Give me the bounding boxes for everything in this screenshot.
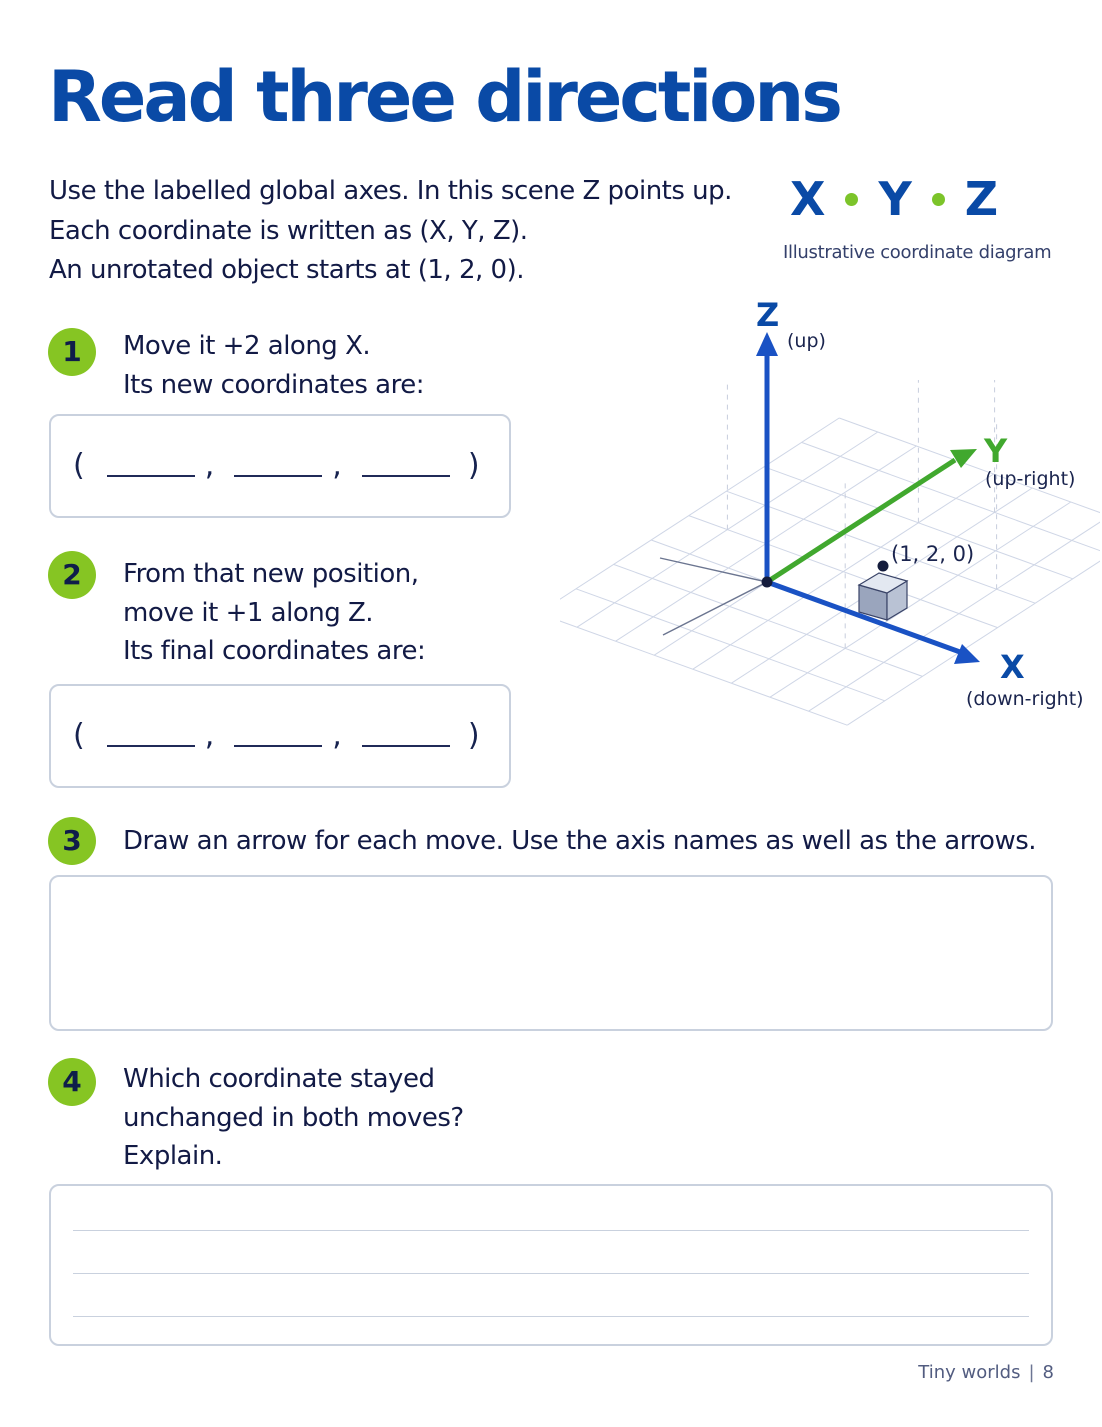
question-1-text	[123, 327, 424, 404]
close-paren: )	[467, 448, 480, 483]
comma: ,	[204, 448, 215, 483]
z-blank[interactable]	[362, 447, 450, 477]
question-number-badge: 4	[48, 1058, 96, 1106]
close-paren: )	[467, 718, 480, 753]
point-label: (1, 2, 0)	[891, 542, 975, 566]
question-3-text	[123, 822, 1036, 861]
question-line: Its new coordinates are:	[123, 369, 424, 400]
point-marker	[878, 561, 889, 572]
y-arrowhead	[950, 449, 977, 468]
x-blank[interactable]	[107, 447, 195, 477]
y-axis-direction: (up-right)	[985, 468, 1076, 490]
x-axis-direction: (down-right)	[966, 688, 1084, 710]
question-line: Move it +2 along X.	[123, 331, 371, 361]
legend-y: Y	[878, 172, 912, 226]
grid-line	[802, 442, 1100, 554]
z-axis-direction: (up)	[787, 330, 826, 352]
comma: ,	[332, 718, 342, 753]
comma: ,	[204, 718, 215, 753]
comma: ,	[332, 448, 342, 483]
dot-icon	[932, 193, 945, 206]
question-number-badge: 2	[48, 551, 96, 599]
intro-text	[49, 172, 732, 291]
x-blank[interactable]	[107, 717, 195, 747]
writing-line	[73, 1230, 1029, 1231]
z-axis-label: Z	[756, 296, 780, 334]
cube-object	[859, 573, 907, 620]
question-4-text	[123, 1060, 464, 1176]
coordinate-template	[73, 717, 487, 751]
writing-line	[73, 1316, 1029, 1317]
question-line: unchanged in both moves?	[123, 1102, 464, 1133]
grid-line	[560, 613, 847, 725]
intro-line: Use the labelled global axes. In this scene Z points up.	[49, 176, 732, 206]
answer-box-q2[interactable]	[49, 684, 511, 788]
question-line: From that new position,	[123, 559, 419, 589]
drawing-area-q3[interactable]	[49, 875, 1053, 1031]
y-axis-label: Y	[984, 432, 1008, 470]
answer-box-q4[interactable]	[49, 1184, 1053, 1346]
x-axis-label: X	[1000, 648, 1025, 686]
book-title: Tiny worlds	[918, 1362, 1021, 1383]
page-number: 8	[1042, 1362, 1054, 1383]
coordinate-template	[73, 447, 487, 481]
intro-line: An unrotated object starts at (1, 2, 0).	[49, 255, 524, 285]
legend-x: X	[790, 172, 826, 226]
question-number-badge: 1	[48, 328, 96, 376]
grid-guides	[727, 380, 1100, 648]
origin-marker	[762, 577, 773, 588]
question-line: move it +1 along Z.	[123, 597, 374, 628]
question-line: Its final coordinates are:	[123, 636, 426, 666]
legend-z: Z	[964, 172, 999, 226]
neg-y-axis	[660, 558, 767, 582]
open-paren: (	[73, 718, 85, 753]
question-number-badge: 3	[48, 817, 96, 865]
diagram-caption: Illustrative coordinate diagram	[783, 242, 1052, 263]
answer-box-q1[interactable]	[49, 414, 511, 518]
intro-line: Each coordinate is written as (X, Y, Z).	[49, 215, 528, 246]
axis-legend	[790, 172, 999, 226]
coordinate-diagram	[560, 290, 1100, 740]
question-line: Draw an arrow for each move. Use the axis names as well as the arrows.	[123, 826, 1037, 856]
writing-line	[73, 1273, 1029, 1274]
z-arrowhead	[756, 332, 778, 356]
question-line: Explain.	[123, 1141, 223, 1171]
grid-line	[560, 418, 839, 613]
footer-separator: |	[1028, 1362, 1035, 1383]
z-blank[interactable]	[362, 717, 450, 747]
dot-icon	[845, 193, 858, 206]
y-blank[interactable]	[234, 447, 322, 477]
page-footer	[918, 1362, 1054, 1383]
question-line: Which coordinate stayed	[123, 1064, 435, 1094]
neg-x-axis	[663, 582, 767, 635]
y-blank[interactable]	[234, 717, 322, 747]
page-title: Read three directions	[48, 56, 840, 138]
open-paren: (	[73, 448, 85, 483]
question-2-text	[123, 555, 425, 671]
